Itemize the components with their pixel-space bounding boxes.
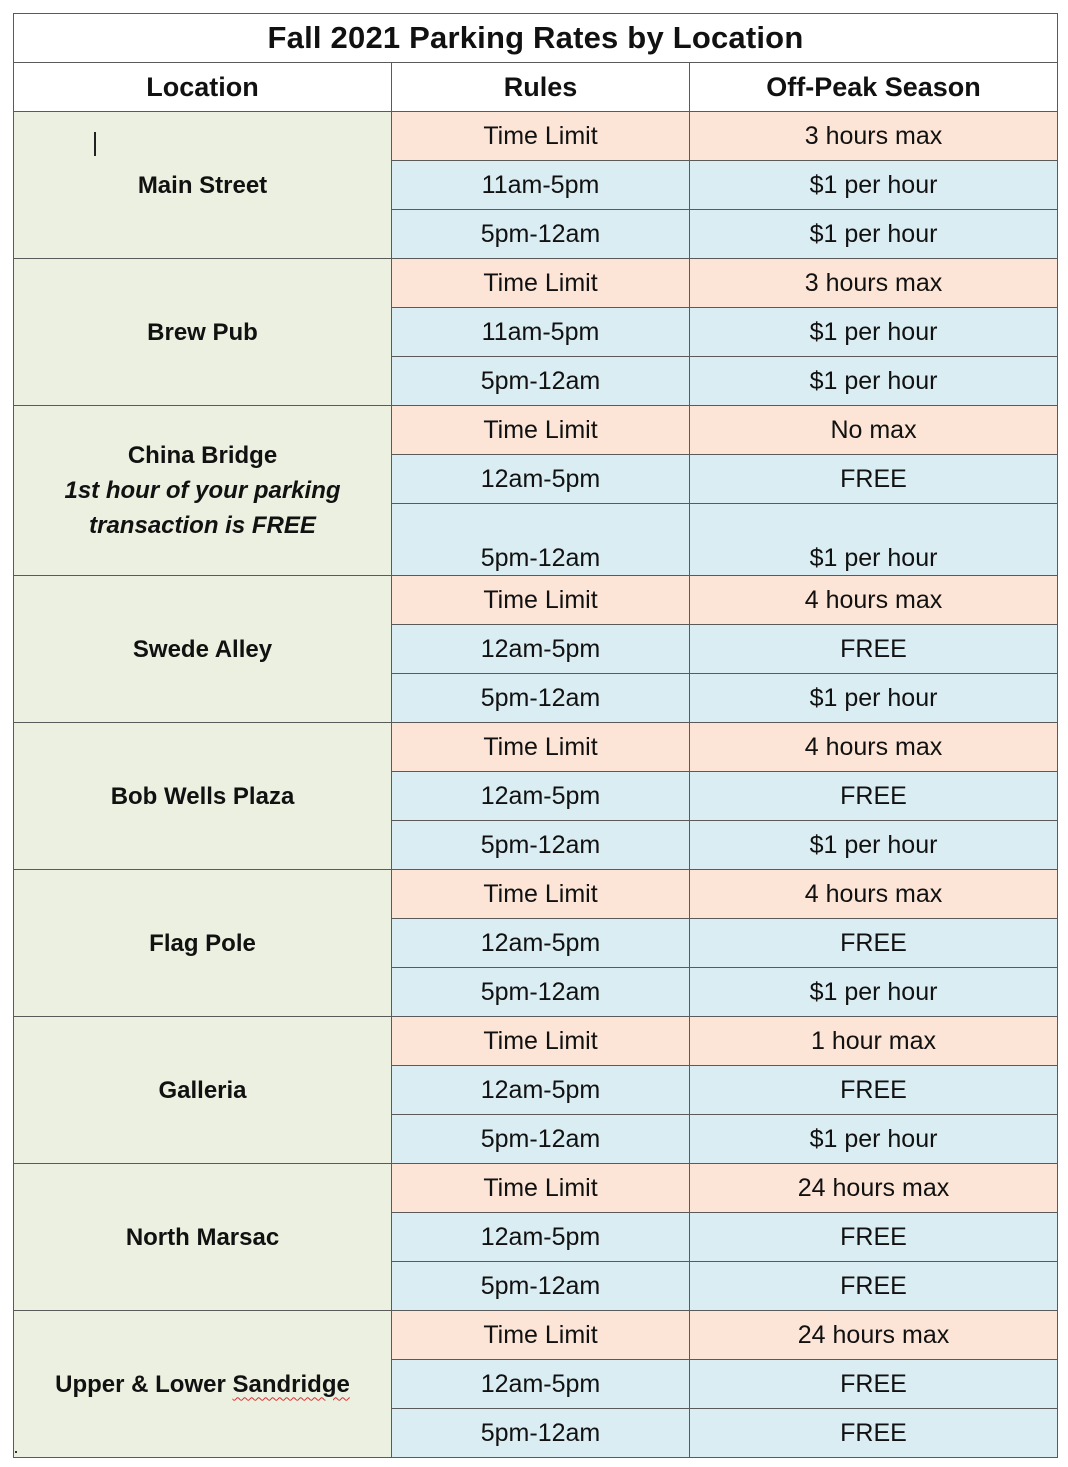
location-name: Bob Wells Plaza <box>110 782 295 810</box>
location-swede-alley[interactable] <box>14 576 392 723</box>
value-cell: $1 per hour <box>690 210 1058 259</box>
location-name: Main Street <box>137 171 268 199</box>
parking-rates-table <box>13 13 1058 1458</box>
rule-cell: 5pm-12am <box>392 504 690 576</box>
rule-cell: 12am-5pm <box>392 772 690 821</box>
text-cursor <box>94 132 96 156</box>
location-name: Brew Pub <box>147 318 258 346</box>
rule-cell: 5pm-12am <box>392 674 690 723</box>
rule-cell: 12am-5pm <box>392 919 690 968</box>
table-row <box>14 1311 1058 1360</box>
rule-cell: 11am-5pm <box>392 308 690 357</box>
rule-cell: Time Limit <box>392 1311 690 1360</box>
value-cell: FREE <box>690 772 1058 821</box>
rule-cell: Time Limit <box>392 1017 690 1066</box>
location-note-line-2: transaction is FREE <box>89 512 316 539</box>
rule-cell: 5pm-12am <box>392 1115 690 1164</box>
location-galleria[interactable] <box>14 1017 392 1164</box>
value-cell: FREE <box>690 1409 1058 1458</box>
rule-cell: 5pm-12am <box>392 968 690 1017</box>
value-cell: $1 per hour <box>690 674 1058 723</box>
location-note-line-1: 1st hour of your parking <box>64 477 341 504</box>
rule-cell: Time Limit <box>392 259 690 308</box>
value-cell: 24 hours max <box>690 1164 1058 1213</box>
rule-cell: 5pm-12am <box>392 821 690 870</box>
title-row <box>14 14 1058 63</box>
value-cell: FREE <box>690 625 1058 674</box>
rule-cell: 5pm-12am <box>392 1409 690 1458</box>
rule-cell: 12am-5pm <box>392 1360 690 1409</box>
value-cell: $1 per hour <box>690 308 1058 357</box>
table-row <box>14 870 1058 919</box>
header-rules: Rules <box>392 63 690 112</box>
rule-cell: Time Limit <box>392 406 690 455</box>
value-cell: $1 per hour <box>690 504 1058 576</box>
table-title: Fall 2021 Parking Rates by Location <box>14 14 1058 63</box>
location-name: Galleria <box>158 1076 247 1104</box>
location-flag-pole[interactable] <box>14 870 392 1017</box>
rule-cell: 12am-5pm <box>392 625 690 674</box>
table-row <box>14 1017 1058 1066</box>
value-cell: 4 hours max <box>690 576 1058 625</box>
paragraph-mark <box>15 1451 17 1453</box>
value-cell: No max <box>690 406 1058 455</box>
value-cell: 3 hours max <box>690 259 1058 308</box>
table-row <box>14 1164 1058 1213</box>
location-name: China Bridge <box>127 442 278 469</box>
location-bob-wells-plaza[interactable] <box>14 723 392 870</box>
value-cell: 3 hours max <box>690 112 1058 161</box>
rule-cell: 11am-5pm <box>392 161 690 210</box>
value-cell: $1 per hour <box>690 1115 1058 1164</box>
table-row <box>14 723 1058 772</box>
rule-cell: 5pm-12am <box>392 357 690 406</box>
rule-cell: Time Limit <box>392 112 690 161</box>
header-row <box>14 63 1058 112</box>
table-row <box>14 406 1058 455</box>
location-upper-lower-sandridge[interactable] <box>14 1311 392 1458</box>
location-name-part-1: Upper & Lower <box>55 1370 233 1398</box>
parking-rates-document <box>13 13 1057 1458</box>
rule-cell: 12am-5pm <box>392 1066 690 1115</box>
value-cell: FREE <box>690 1213 1058 1262</box>
rule-cell: Time Limit <box>392 576 690 625</box>
value-cell: FREE <box>690 1262 1058 1311</box>
value-cell: $1 per hour <box>690 821 1058 870</box>
table-row <box>14 112 1058 161</box>
value-cell: $1 per hour <box>690 161 1058 210</box>
value-cell: 4 hours max <box>690 723 1058 772</box>
header-location: Location <box>14 63 392 112</box>
rule-cell: 5pm-12am <box>392 1262 690 1311</box>
header-off-peak-season: Off-Peak Season <box>690 63 1058 112</box>
rule-cell: Time Limit <box>392 1164 690 1213</box>
rule-cell: 12am-5pm <box>392 455 690 504</box>
location-name: North Marsac <box>125 1223 280 1251</box>
location-name-part-2: Sandridge <box>232 1370 350 1398</box>
value-cell: FREE <box>690 1066 1058 1115</box>
value-cell: 24 hours max <box>690 1311 1058 1360</box>
value-cell: FREE <box>690 919 1058 968</box>
location-brew-pub[interactable] <box>14 259 392 406</box>
rule-cell: 5pm-12am <box>392 210 690 259</box>
table-row <box>14 576 1058 625</box>
rule-cell: Time Limit <box>392 723 690 772</box>
location-china-bridge[interactable] <box>14 406 392 576</box>
value-cell: FREE <box>690 1360 1058 1409</box>
value-cell: 1 hour max <box>690 1017 1058 1066</box>
table-row <box>14 259 1058 308</box>
value-cell: 4 hours max <box>690 870 1058 919</box>
rule-cell: 12am-5pm <box>392 1213 690 1262</box>
rule-cell: Time Limit <box>392 870 690 919</box>
value-cell: $1 per hour <box>690 968 1058 1017</box>
location-north-marsac[interactable] <box>14 1164 392 1311</box>
value-cell: $1 per hour <box>690 357 1058 406</box>
location-main-street[interactable] <box>14 112 392 259</box>
location-name: Swede Alley <box>132 635 273 663</box>
location-name: Flag Pole <box>149 929 256 957</box>
value-cell: FREE <box>690 455 1058 504</box>
